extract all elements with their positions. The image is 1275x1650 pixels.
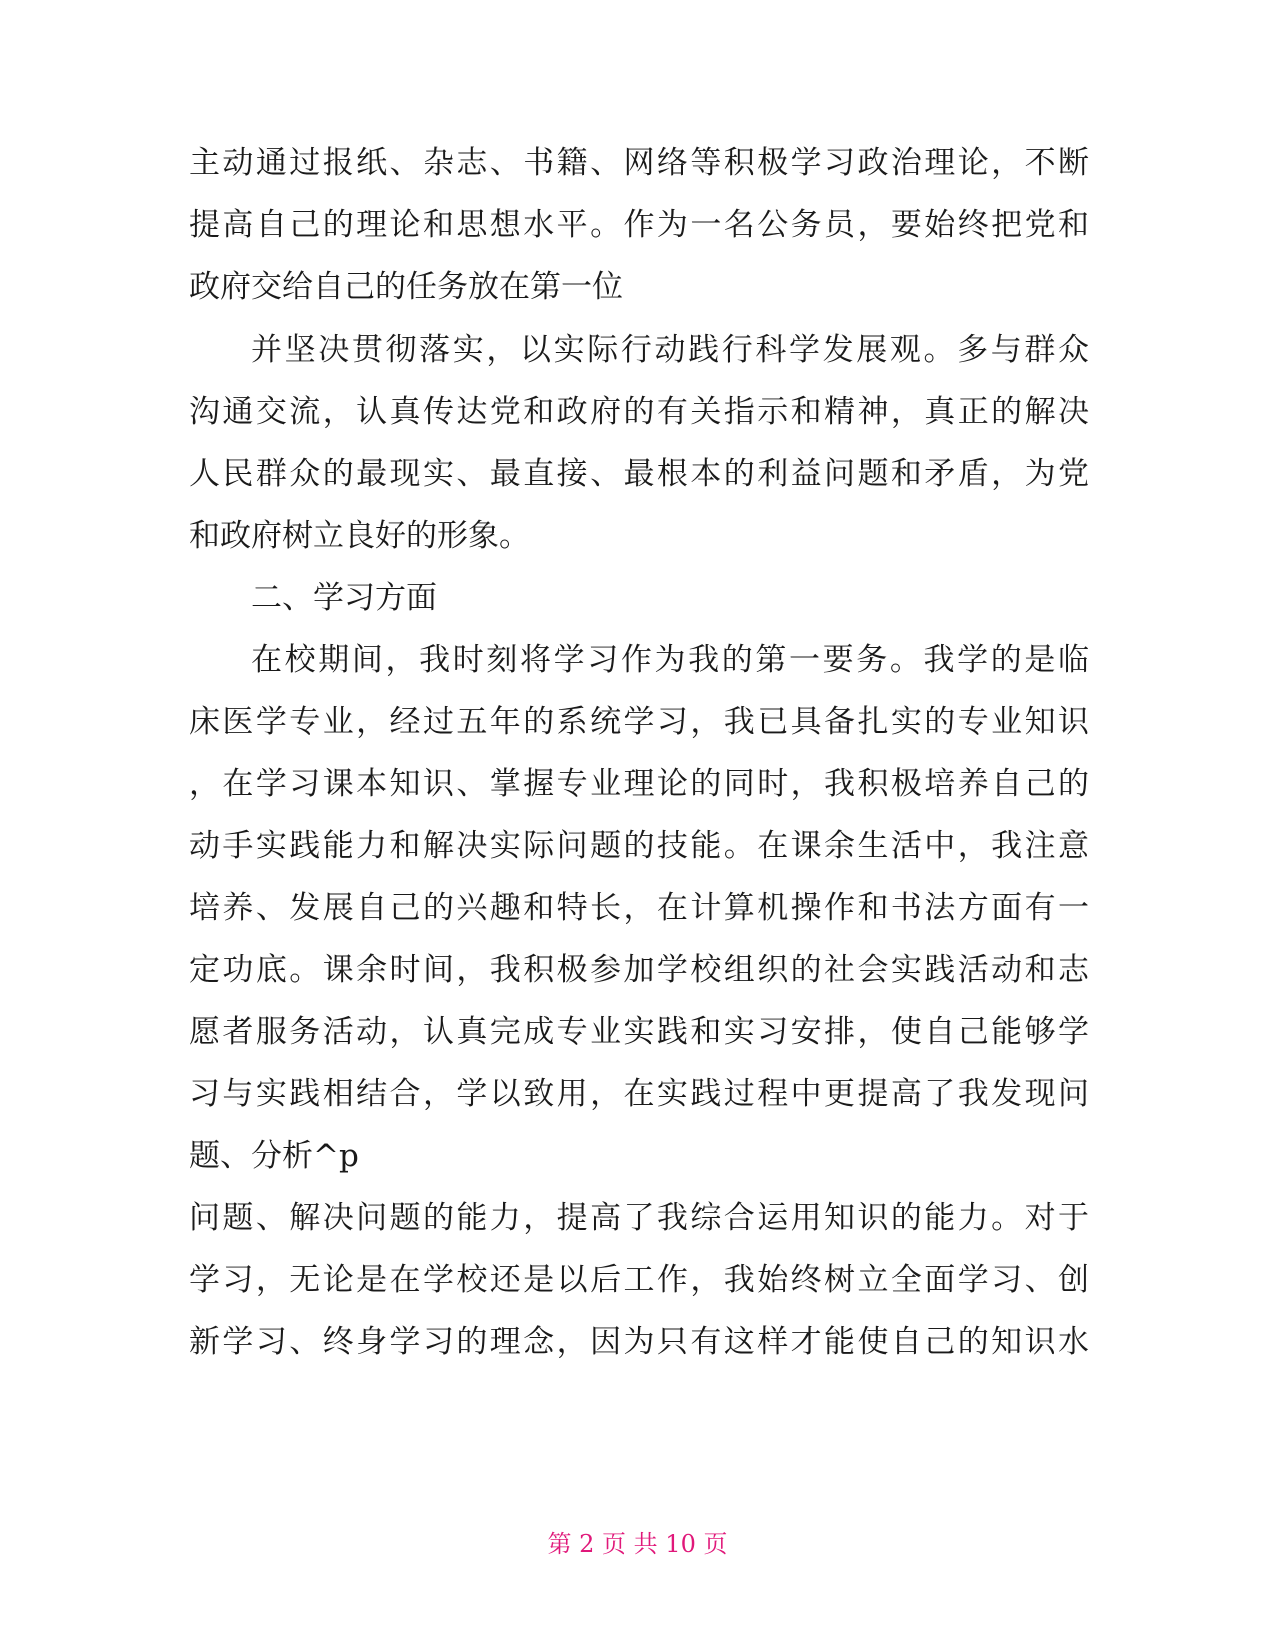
text-line-7: 和政府树立良好的形象。 — [189, 518, 530, 554]
text-line-19: 学习，无论是在学校还是以后工作，我始终树立全面学习、创 — [189, 1262, 1089, 1298]
text-line-11: ，在学习课本知识、掌握专业理论的同时，我积极培养自己的 — [189, 766, 1089, 802]
text-line-2: 提高自己的理论和思想水平。作为一名公务员，要始终把党和 — [189, 207, 1089, 243]
text-line-14: 定功底。课余时间，我积极参加学校组织的社会实践活动和志 — [189, 952, 1089, 988]
text-line-9: 在校期间，我时刻将学习作为我的第一要务。我学的是临 — [251, 642, 1089, 678]
text-line-12: 动手实践能力和解决实际问题的技能。在课余生活中，我注意 — [189, 828, 1089, 864]
text-line-17: 题、分析^p — [189, 1138, 359, 1174]
text-line-3: 政府交给自己的任务放在第一位 — [189, 269, 623, 305]
text-line-5: 沟通交流，认真传达党和政府的有关指示和精神，真正的解决 — [189, 394, 1089, 430]
text-line-15: 愿者服务活动，认真完成专业实践和实习安排，使自己能够学 — [189, 1014, 1089, 1050]
text-line-18: 问题、解决问题的能力，提高了我综合运用知识的能力。对于 — [189, 1200, 1089, 1236]
text-line-16: 习与实践相结合，学以致用，在实践过程中更提高了我发现问 — [189, 1076, 1089, 1112]
text-line-1: 主动通过报纸、杂志、书籍、网络等积极学习政治理论，不断 — [189, 145, 1089, 181]
text-line-13: 培养、发展自己的兴趣和特长，在计算机操作和书法方面有一 — [189, 890, 1089, 926]
section-heading: 二、学习方面 — [251, 580, 437, 616]
text-line-10: 床医学专业，经过五年的系统学习，我已具备扎实的专业知识 — [189, 704, 1089, 740]
text-line-4: 并坚决贯彻落实，以实际行动践行科学发展观。多与群众 — [251, 332, 1089, 368]
text-line-6: 人民群众的最现实、最直接、最根本的利益问题和矛盾，为党 — [189, 456, 1089, 492]
text-line-20: 新学习、终身学习的理念，因为只有这样才能使自己的知识水 — [189, 1324, 1089, 1360]
page-number-footer: 第 2 页 共 10 页 — [547, 1530, 728, 1558]
